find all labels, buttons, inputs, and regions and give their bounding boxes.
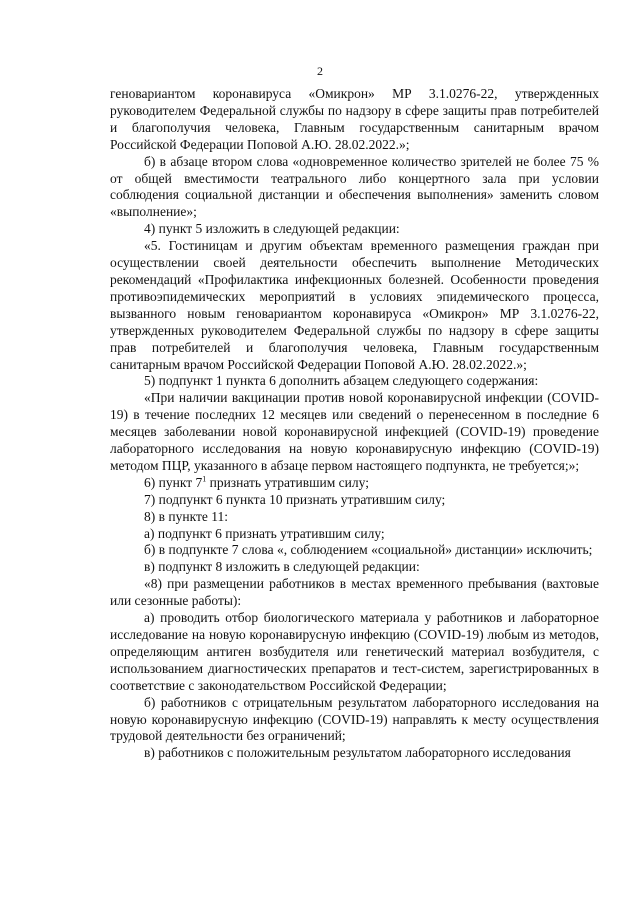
paragraph: а) проводить отбор биологического материала у работников и лабораторное исследование на новую коронавирусную инфекцию (COVID-19) любым из методов, определяющим антиген возбудителя или генетический материал возбудителя, с использованием диагностических препаратов и тест-систем, зарегистрированных в соответствие с законодательством Российской Федерации; xyxy=(110,610,599,693)
paragraph: в) работников с положительным результатом лабораторного исследования xyxy=(144,745,571,761)
paragraph: б) в подпункте 7 слова «, соблюдением «социальной» дистанции» исключить; xyxy=(144,542,593,558)
paragraph: 8) в пункте 11: xyxy=(144,508,228,524)
paragraph: б) работников с отрицательным результатом лабораторного исследования на новую коронавирусную инфекцию (COVID-19) направлять к месту осуществления трудовой деятельности без ограничений; xyxy=(110,694,599,744)
paragraph: «8) при размещении работников в местах временного пребывания (вахтовые или сезонные работы): xyxy=(110,576,599,609)
paragraph: «5. Гостиницам и другим объектам временного размещения граждан при осуществлении своей деятельности обеспечить выполнение Методических рекомендаций «Профилактика инфекционных болезней. Особенности проведения противоэпидемических мероприятий в условиях эпидемического процесса, вызванного новым геновариантом коронавируса «Омикрон» МР 3.1.0276-22, утвержденных руководителем Федеральной службы по надзору в сфере защиты прав потребителей и благополучия человека, Главным государственным санитарным врачом Российской Федерации Поповой А.Ю. 28.02.2022.»; xyxy=(110,238,599,372)
paragraph: геновариантом коронавируса «Омикрон» МР 3.1.0276-22, утвержденных руководителем Федеральной службы по надзору в сфере защиты прав потребителей и благополучия человека, Главным государственным санитарным врачом Российской Федерации Поповой А.Ю. 28.02.2022.»; xyxy=(110,86,599,152)
superscript: 1 xyxy=(202,474,207,484)
paragraph: в) подпункт 8 изложить в следующей редакции: xyxy=(144,559,420,575)
paragraph: а) подпункт 6 признать утратившим силу; xyxy=(144,525,385,541)
page-number: 2 xyxy=(317,64,323,78)
paragraph: 7) подпункт 6 пункта 10 признать утратившим силу; xyxy=(144,491,446,507)
paragraph: б) в абзаце втором слова «одновременное количество зрителей не более 75 % от общей вместимости театрального либо концертного зала при условии соблюдения социальной дистанции и обеспечения выполнения» заменить словом «выполнение»; xyxy=(110,153,599,220)
paragraph: «При наличии вакцинации против новой коронавирусной инфекции (COVID-19) в течение последних 12 месяцев или сведений о перенесенном в последние 6 месяцев заболевании новой коронавирусной инфекцией (COVID-19) проведение лабораторного исследования на новую коронавирусную инфекцию (COVID-19) методом ПЦР, указанного в абзаце первом настоящего подпункта, не требуется;»; xyxy=(110,390,599,473)
paragraph: 4) пункт 5 изложить в следующей редакции: xyxy=(144,221,400,237)
document-body xyxy=(110,86,599,762)
paragraph: 6) пункт $7^1$ признать утратившим силу; xyxy=(144,474,369,490)
paragraph: 5) подпункт 1 пункта 6 дополнить абзацем следующего содержания: xyxy=(144,373,539,389)
